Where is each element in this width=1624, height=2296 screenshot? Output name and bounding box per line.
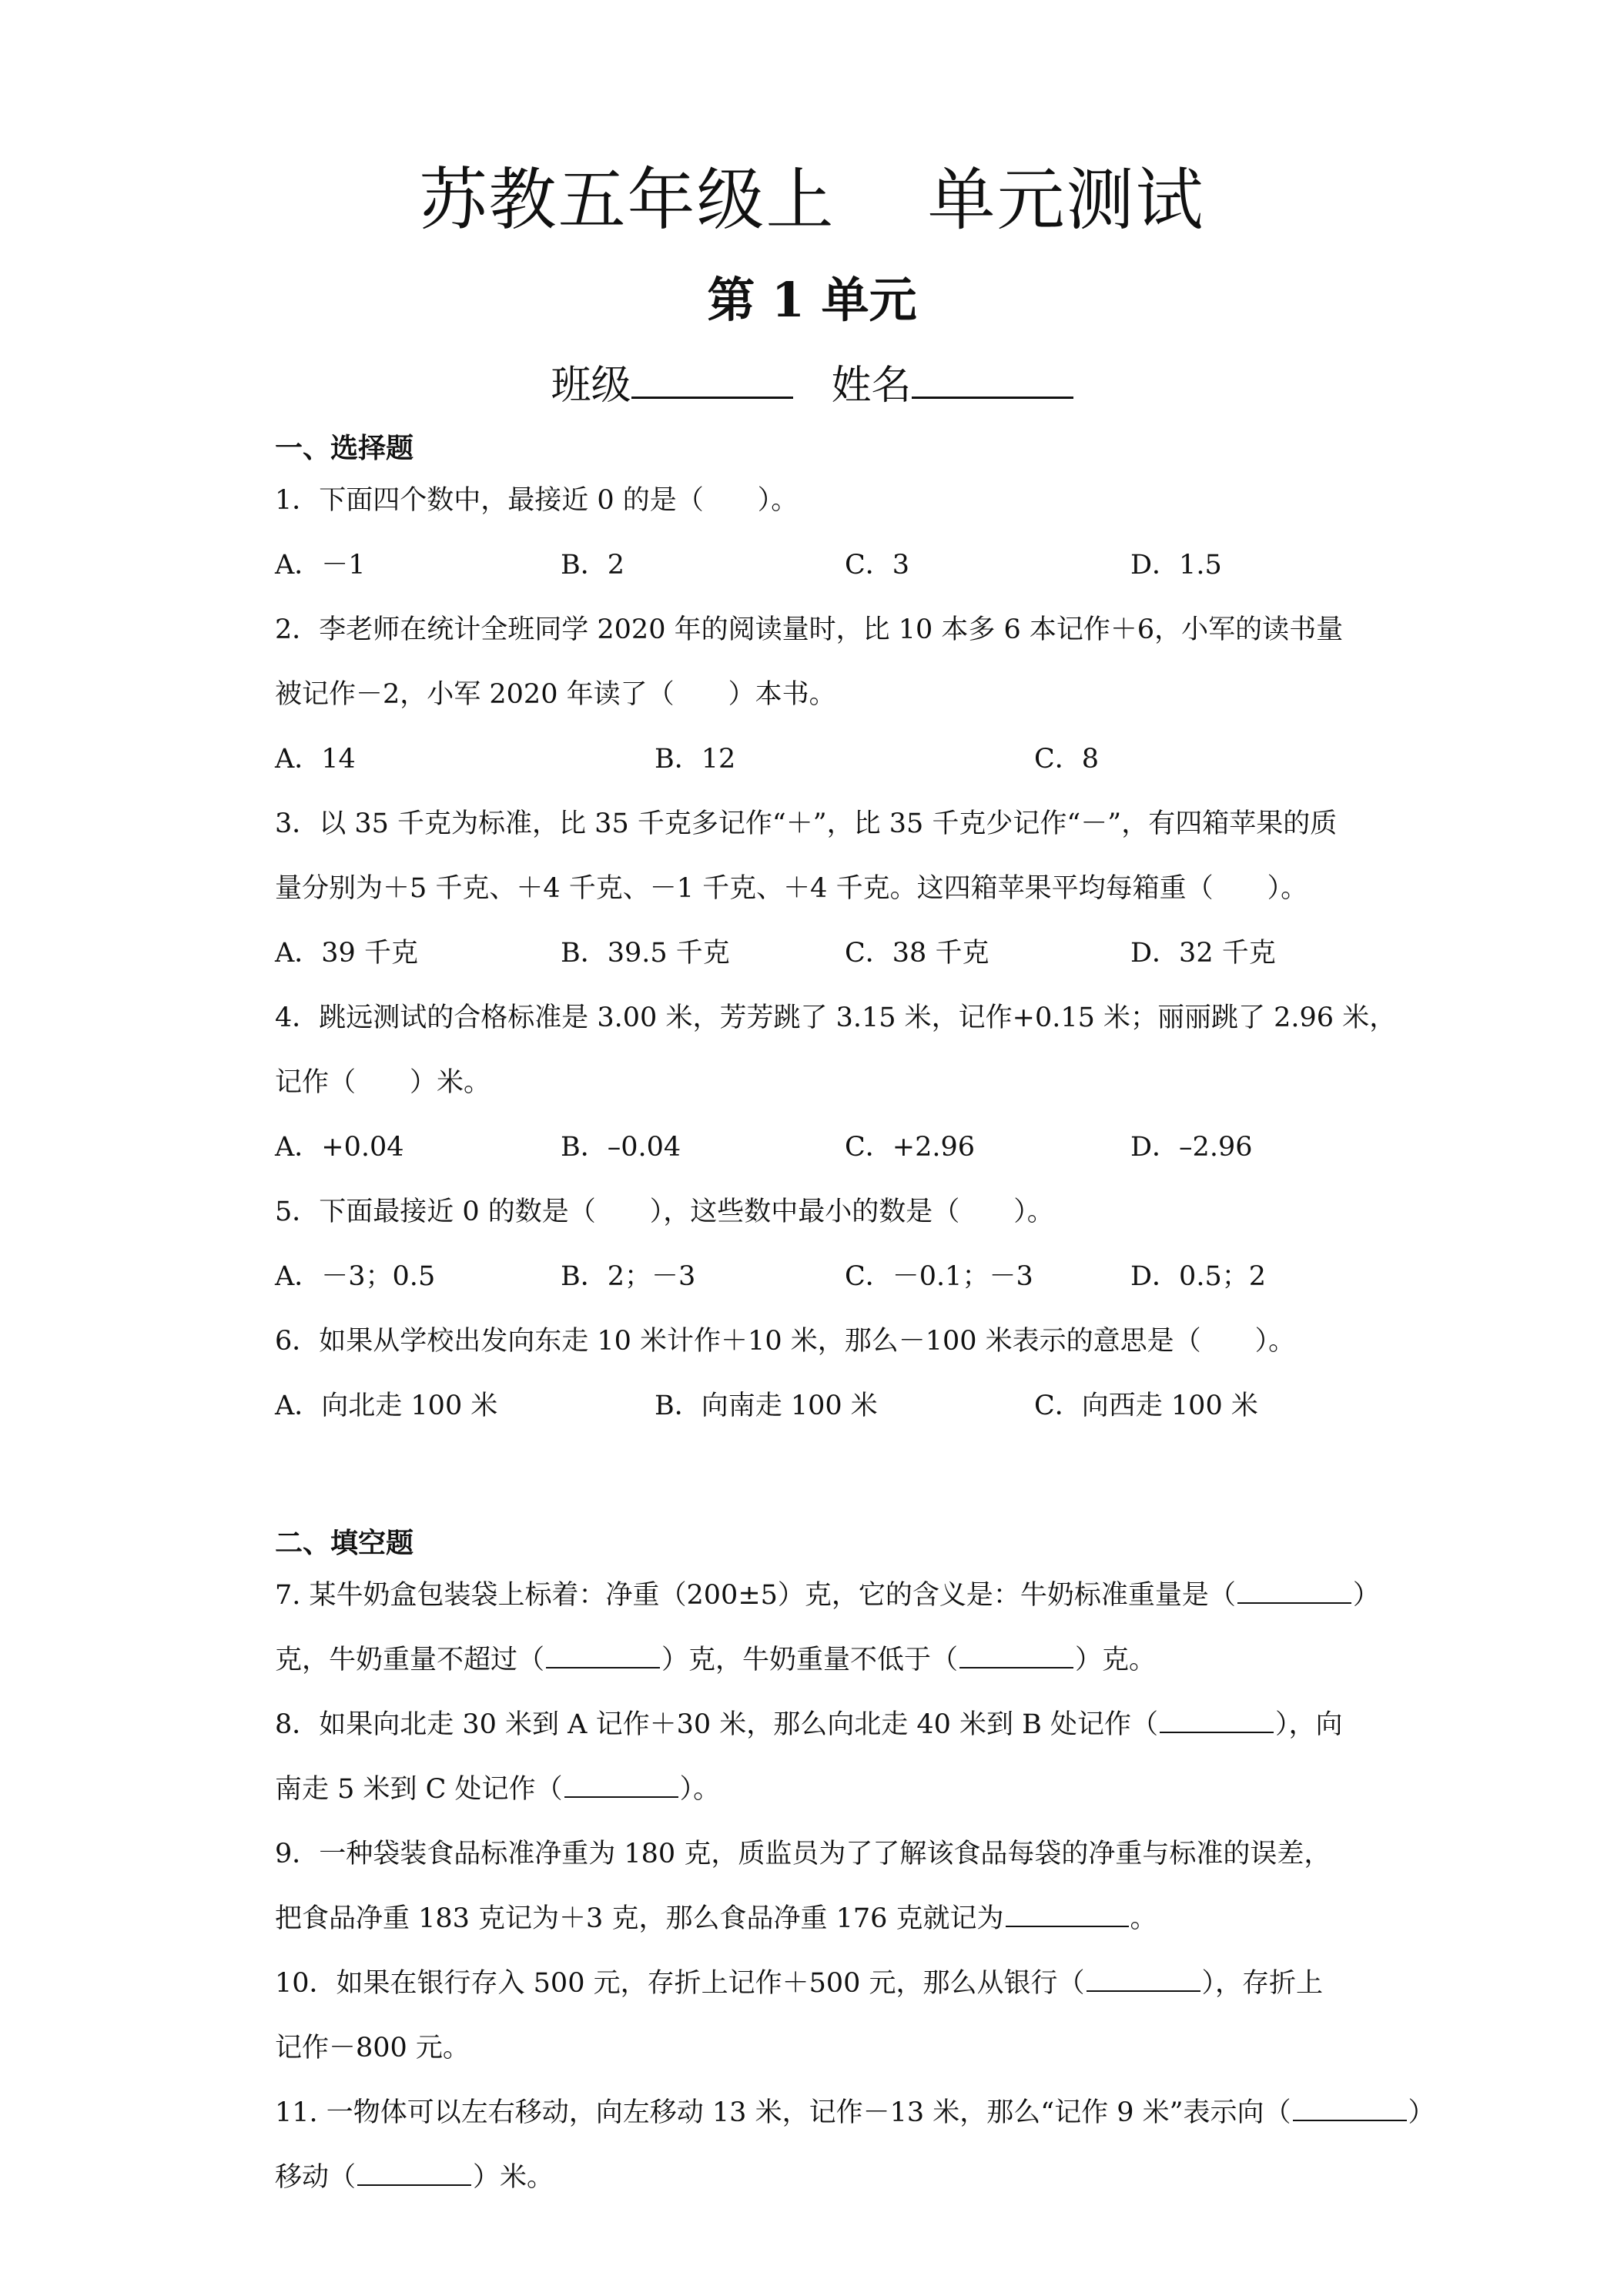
- q7-blank-3[interactable]: [959, 1666, 1073, 1668]
- q5-option-b: B．2；－3: [561, 1261, 696, 1292]
- q4-option-d: D．–2.96: [1130, 1132, 1253, 1163]
- q6-option-b: B．向南走 100 米: [655, 1391, 878, 1421]
- q5-option-d: D．0.5；2: [1130, 1261, 1266, 1292]
- q7-line-1: [275, 1574, 1380, 1612]
- q8-l2-text-b: ）。: [679, 1774, 721, 1805]
- q9-line-2: [275, 1897, 1157, 1936]
- q7-line-2: [275, 1638, 1156, 1677]
- q5-option-c: C．－0.1；－3: [845, 1261, 1033, 1292]
- q5-option-a: A．－3；0.5: [275, 1261, 436, 1292]
- q4-option-a: A．+0.04: [275, 1132, 404, 1163]
- q8-line-2: [275, 1768, 720, 1806]
- q6-text: 6．如果从学校出发向东走 10 米计作＋10 米，那么－100 米表示的意思是（ ）。: [275, 1326, 1296, 1357]
- q4-option-c: C．+2.96: [845, 1132, 976, 1163]
- q1-option-d: D．1.5: [1130, 550, 1222, 581]
- q10-line-2: 记作－800 元。: [275, 2033, 470, 2063]
- q4-line-2: 记作（ ）米。: [275, 1067, 491, 1098]
- name-label: 姓名: [831, 363, 912, 409]
- q10-line-1: [275, 1962, 1323, 2000]
- q8-blank-1[interactable]: [1160, 1731, 1274, 1733]
- title-part-2: 单元测试: [927, 160, 1205, 239]
- q8-line-1: [275, 1703, 1343, 1742]
- q11-blank-2[interactable]: [357, 2184, 471, 2186]
- q1-option-b: B．2: [561, 550, 624, 581]
- q11-blank-1[interactable]: [1293, 2119, 1407, 2121]
- q11-line-1: [275, 2091, 1435, 2130]
- q1-text: 1．下面四个数中，最接近 0 的是（ ）。: [275, 485, 799, 516]
- q7-l1-text-b: ）: [1352, 1580, 1380, 1611]
- q3-option-d: D．32 千克: [1130, 938, 1276, 969]
- page-title: [0, 146, 1624, 243]
- title-part-1: 苏教五年级上: [419, 160, 835, 239]
- class-blank[interactable]: [631, 396, 793, 399]
- q2-line-1: 2．李老师在统计全班同学 2020 年的阅读量时，比 10 本多 6 本记作＋6，小军的读书量: [275, 614, 1344, 645]
- q11-l2-text-b: ）米。: [473, 2162, 554, 2193]
- q3-line-2: 量分别为＋5 千克、＋4 千克、－1 千克、＋4 千克。这四箱苹果平均每箱重（ ）。: [275, 873, 1308, 904]
- q7-blank-1[interactable]: [1237, 1602, 1351, 1604]
- q5-text: 5．下面最接近 0 的数是（ ），这些数中最小的数是（ ）。: [275, 1197, 1054, 1227]
- q3-line-1: 3．以 35 千克为标准，比 35 千克多记作“＋”，比 35 千克少记作“－”，有四箱苹果的质: [275, 808, 1338, 839]
- q7-l2-text-c: ）克。: [1075, 1645, 1157, 1675]
- q9-l2-text-a: 把食品净重 183 克记为＋3 克，那么食品净重 176 克就记为: [275, 1903, 1004, 1934]
- class-label: 班级: [551, 363, 631, 409]
- q4-line-1: 4．跳远测试的合格标准是 3.00 米，芳芳跳了 3.15 米，记作+0.15 米；丽丽跳了 2.96 米，: [275, 1002, 1397, 1033]
- unit-subtitle: 第 1 单元: [707, 272, 917, 328]
- q2-option-b: B．12: [655, 744, 736, 775]
- q11-l1-text-a: 11. 一物体可以左右移动，向左移动 13 米，记作－13 米，那么“记作 9 米”表示向（: [275, 2097, 1291, 2128]
- q11-l2-text-a: 移动（: [275, 2162, 357, 2193]
- name-blank[interactable]: [912, 396, 1073, 399]
- q7-l1-text-a: 7. 某牛奶盒包装袋上标着：净重（200±5）克，它的含义是：牛奶标准重量是（: [275, 1580, 1236, 1611]
- q1-option-c: C．3: [845, 550, 910, 581]
- q3-option-b: B．39.5 千克: [561, 938, 730, 969]
- q10-l1-text-b: ），存折上: [1201, 1968, 1324, 1999]
- q6-option-c: C．向西走 100 米: [1034, 1391, 1258, 1421]
- q11-l1-text-b: ）: [1408, 2097, 1435, 2128]
- q8-l2-text-a: 南走 5 米到 C 处记作（: [275, 1774, 563, 1805]
- q7-l2-text-a: 克，牛奶重量不超过（: [275, 1645, 545, 1675]
- q7-blank-2[interactable]: [546, 1666, 660, 1668]
- q6-option-a: A．向北走 100 米: [275, 1391, 498, 1421]
- q10-l1-text-a: 10．如果在银行存入 500 元，存折上记作＋500 元，那么从银行（: [275, 1968, 1085, 1999]
- section-heading-fill: 二、填空题: [275, 1528, 414, 1559]
- q2-line-2: 被记作－2，小军 2020 年读了（ ）本书。: [275, 679, 836, 710]
- q7-l2-text-b: ）克，牛奶重量不低于（: [661, 1645, 959, 1675]
- section-heading-choice: 一、选择题: [275, 433, 414, 464]
- q3-option-c: C．38 千克: [845, 938, 989, 969]
- q3-option-a: A．39 千克: [275, 938, 418, 969]
- class-name-line: [0, 353, 1624, 410]
- q8-blank-2[interactable]: [564, 1796, 678, 1798]
- q8-l1-text-a: 8．如果向北走 30 米到 A 记作＋30 米，那么向北走 40 米到 B 处记作（: [275, 1709, 1159, 1740]
- q2-option-c: C．8: [1034, 744, 1100, 775]
- q9-line-1: 9．一种袋装食品标准净重为 180 克，质监员为了了解该食品每袋的净重与标准的误差，: [275, 1839, 1331, 1869]
- q9-l2-text-b: 。: [1130, 1903, 1157, 1934]
- q11-line-2: [275, 2156, 554, 2194]
- q8-l1-text-b: ），向: [1275, 1709, 1343, 1740]
- q10-blank-1[interactable]: [1087, 1990, 1200, 1992]
- q2-option-a: A．14: [275, 744, 356, 775]
- q9-blank-1[interactable]: [1006, 1925, 1129, 1927]
- q4-option-b: B．–0.04: [561, 1132, 681, 1163]
- q1-option-a: A．－1: [275, 550, 366, 581]
